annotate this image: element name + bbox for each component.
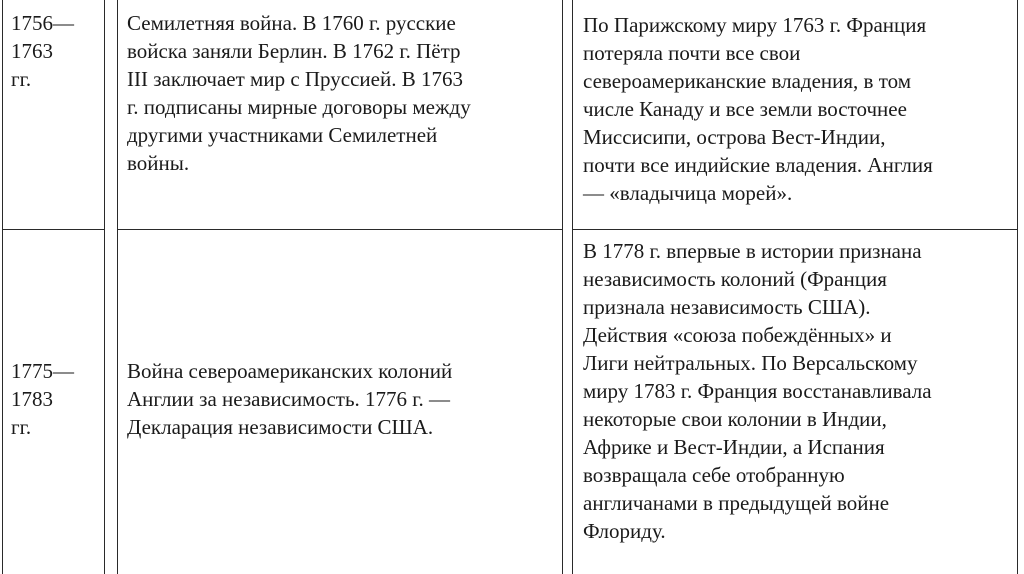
- date-text: 1756— 1763 гг.: [11, 11, 74, 91]
- result-cell: [572, 230, 1018, 574]
- date-cell: [2, 230, 105, 574]
- table-row: [0, 0, 1024, 230]
- event-cell: [117, 0, 563, 230]
- result-text: В 1778 г. впервые в истории признана независимость колоний (Франция признала независимость США). Действия «союза побеждённых» и Лиги нейтральных. По Версальскому миру 1783 г. Франция восстанавливала некоторые свои колонии в Индии, Африке и Вест-Индии, а Испания возвращала себе отобранную англичанами в предыдущей войне Флориду.: [583, 239, 932, 543]
- date-text: 1775— 1783 гг.: [11, 359, 74, 439]
- date-cell: [2, 0, 105, 230]
- table-row: [0, 230, 1024, 574]
- event-text: Семилетняя война. В 1760 г. русские войска заняли Берлин. В 1762 г. Пётр III заключает мир с Пруссией. В 1763 г. подписаны мирные договоры между другими участниками Семилетней войны.: [127, 11, 471, 175]
- event-cell: [117, 230, 563, 574]
- result-text: По Парижскому миру 1763 г. Франция потеряла почти все свои североамериканские владения, в том числе Канаду и все земли восточнее Миссисипи, острова Вест-Индии, почти все индийские владения. Англия — «владычица морей».: [583, 13, 933, 205]
- event-text: Война североамериканских колоний Англии за независимость. 1776 г. — Декларация независимости США.: [127, 359, 453, 439]
- result-cell: [572, 0, 1018, 230]
